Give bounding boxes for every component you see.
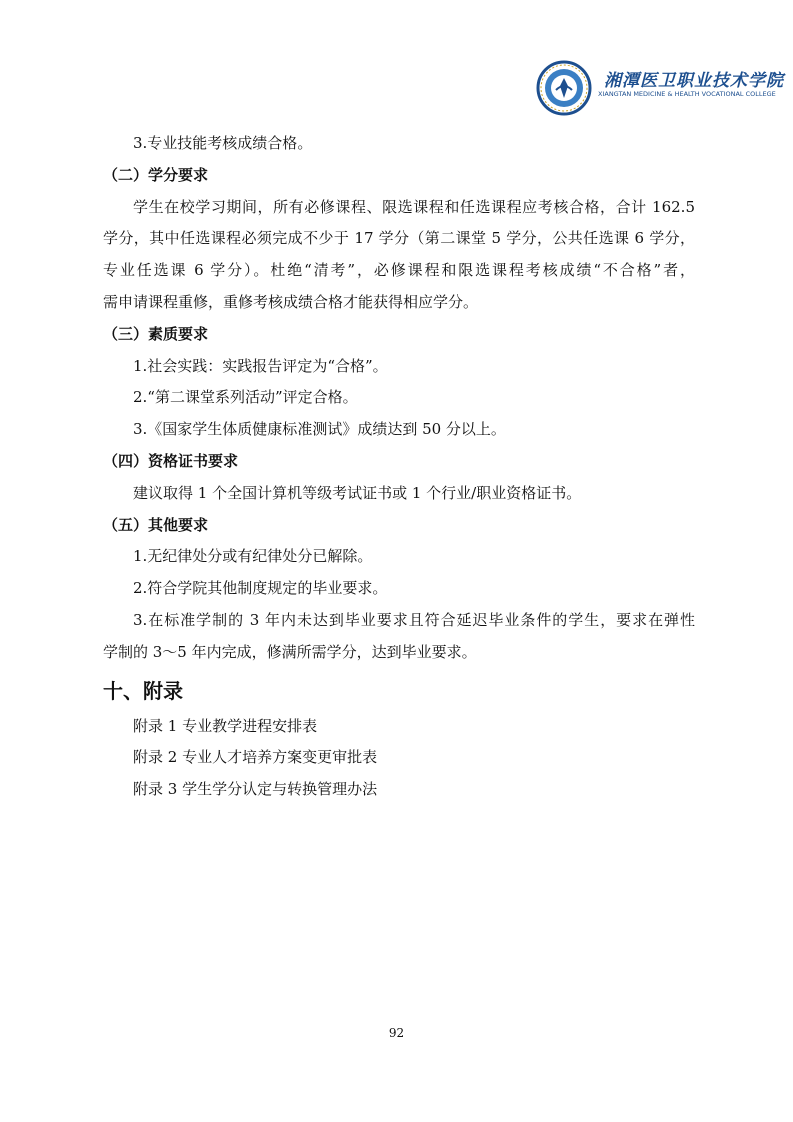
credit-paragraph-line-4: 需申请课程重修，重修考核成绩合格才能获得相应学分。 xyxy=(103,292,479,311)
logo-english-name: XIANGTAN MEDICINE & HEALTH VOCATIONAL COLLEGE xyxy=(598,90,776,98)
appendix-item-3: 附录 3 学生学分认定与转换管理办法 xyxy=(133,780,378,799)
skill-assessment-item: 3.专业技能考核成绩合格。 xyxy=(133,134,313,152)
page-number: 92 xyxy=(388,1026,405,1040)
appendix-item-2: 附录 2 专业人才培养方案变更审批表 xyxy=(133,748,378,767)
college-emblem-icon xyxy=(536,60,592,116)
other-item-3-line-1: 3.在标准学制的 3 年内未达到毕业要求且符合延迟毕业条件的学生，要求在弹性 xyxy=(133,610,695,629)
credit-paragraph-line-1: 学生在校学习期间，所有必修课程、限选课程和任选课程应考核合格，合计 162.5 xyxy=(133,197,695,216)
quality-item-1: 1.社会实践：实践报告评定为“合格”。 xyxy=(133,356,388,375)
credit-paragraph-line-2: 学分，其中任选课程必须完成不少于 17 学分（第二课堂 5 学分，公共任选课 6 学分， xyxy=(103,229,695,248)
certificate-heading: （四）资格证书要求 xyxy=(103,451,239,470)
certificate-item: 建议取得 1 个全国计算机等级考试证书或 1 个行业/职业资格证书。 xyxy=(133,483,582,502)
other-item-2: 2.符合学院其他制度规定的毕业要求。 xyxy=(133,579,388,598)
credit-paragraph-line-3: 专业任选课 6 学分）。杜绝“清考”，必修课程和限选课程考核成绩“不合格”者， xyxy=(103,261,695,280)
appendix-section-title: 十、附录 xyxy=(103,678,183,703)
credit-heading: （二）学分要求 xyxy=(103,165,209,184)
document-body xyxy=(103,128,695,806)
quality-item-3: 3.《国家学生体质健康标准测试》成绩达到 50 分以上。 xyxy=(133,420,506,439)
quality-item-2: 2.“第二课堂系列活动”评定合格。 xyxy=(133,388,358,407)
other-requirements-heading: （五）其他要求 xyxy=(103,515,209,534)
appendix-item-1: 附录 1 专业教学进程安排表 xyxy=(133,716,318,735)
logo-chinese-name: 湘潭医卫职业技术学院 xyxy=(604,71,784,91)
other-item-1: 1.无纪律处分或有纪律处分已解除。 xyxy=(133,547,373,566)
other-item-3-line-2: 学制的 3～5 年内完成，修满所需学分，达到毕业要求。 xyxy=(103,642,477,661)
college-logo xyxy=(534,60,784,116)
quality-heading: （三）素质要求 xyxy=(103,324,209,343)
